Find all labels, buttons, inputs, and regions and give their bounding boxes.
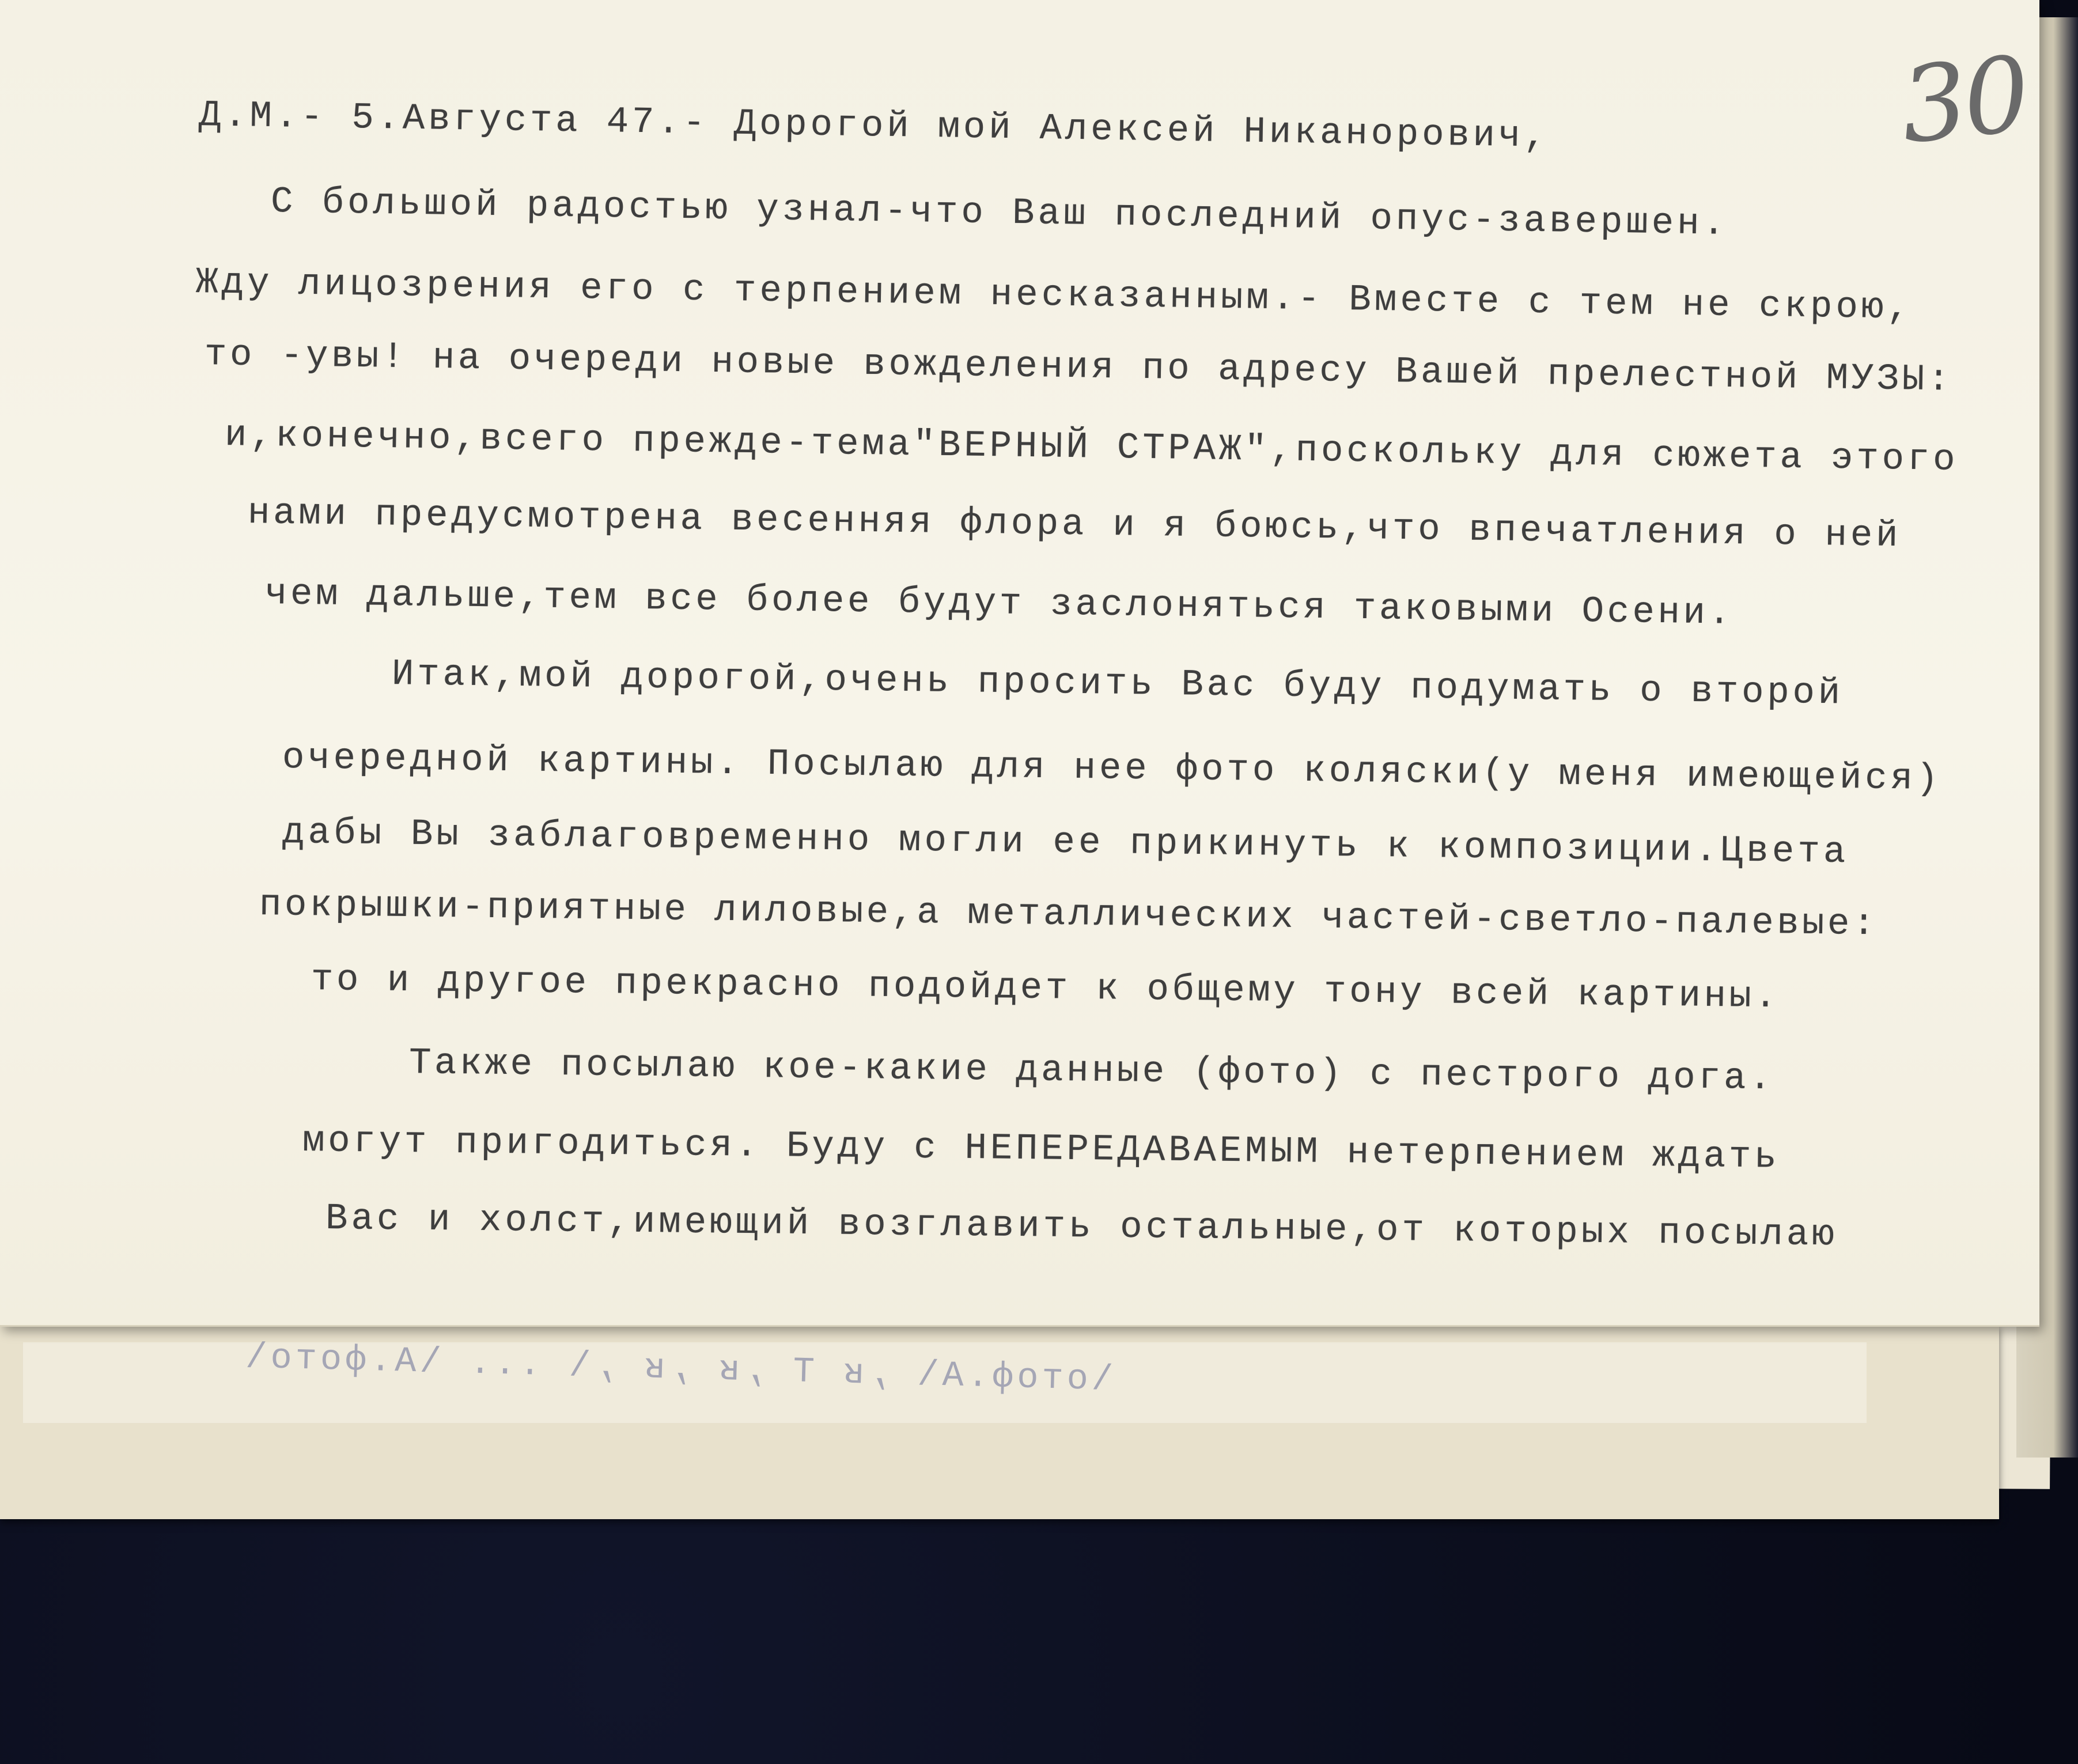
letter-line: Д.М.- 5.Августа 47.- Дорогой мой Алексей Никанорович,	[198, 95, 1550, 158]
letter-line: нами предусмотрена весенняя флора и я боюсь,что впечатления о ней	[247, 493, 1902, 558]
letter-line: то и другое прекрасно подойдет к общему тону всей картины.	[311, 959, 1780, 1019]
letter-line: Вас и холст,имеющий возглавить остальные,от которых посылаю	[325, 1198, 1838, 1256]
letter-line: Также посылаю кое-какие данные (фото) с пестрого дога.	[408, 1043, 1775, 1100]
folio-number: 30	[1895, 34, 2032, 167]
letter-line: Жду лицозрения его с терпением несказанным.- Вместе с тем не скрою,	[195, 262, 1913, 330]
underlying-sheet-text: \отоф.А\ ,ʁ Т ,ʁ ,ʁ ,\ ... \А.фото\	[241, 1337, 1114, 1400]
letter-line: дабы Вы заблаговременно могли ее прикинуть к композиции.Цвета	[282, 812, 1850, 874]
letter-line: покрышки-приятные лиловые,а металлических частей-светло-палевые:	[259, 884, 1879, 946]
letter-line: то -увы! на очереди новые вожделения по адресу Вашей прелестной МУЗЫ:	[204, 334, 1954, 402]
letter-line: могут пригодиться. Буду с НЕПЕРЕДАВАЕМЫМ нетерпением ждать	[302, 1121, 1780, 1179]
letter-line: С большой радостью узнал-что Ваш последний опус-завершен.	[270, 181, 1729, 245]
letter-line: чем дальше,тем все более будут заслоняться таковыми Осени.	[264, 573, 1734, 635]
letter-line: очередной картины. Посылаю для нее фото коляски(у меня имеющейся)	[282, 737, 1942, 801]
letter-line: и,конечно,всего прежде-тема"ВЕРНЫЙ СТРАЖ",поскольку для сюжета этого	[224, 415, 1959, 482]
letter-line: Итак,мой дорогой,очень просить Вас буду подумать о второй	[391, 654, 1844, 715]
